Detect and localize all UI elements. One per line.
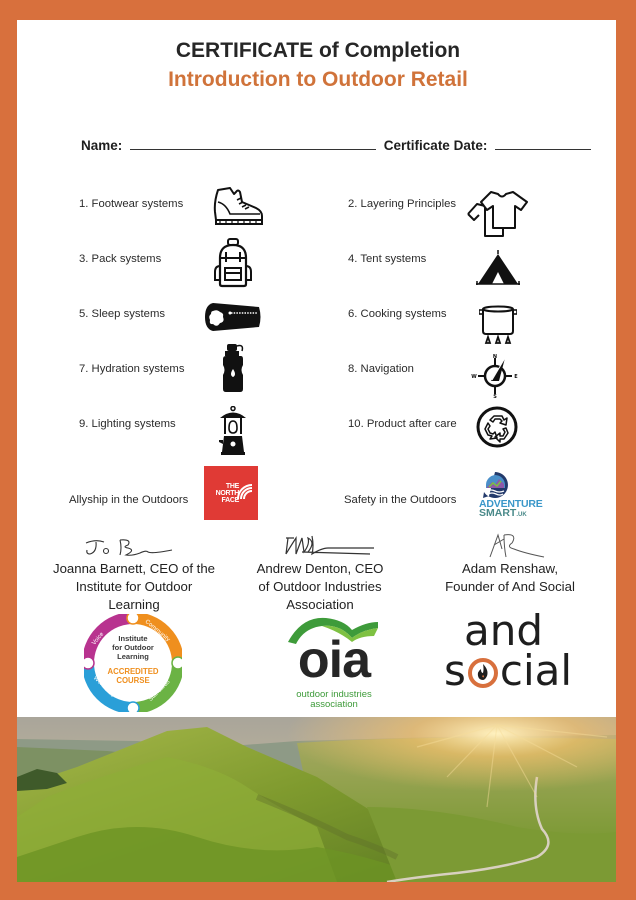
iol-standards: Standards: [147, 679, 172, 703]
and-social-cial: cial: [499, 646, 573, 695]
signatory-line: of Outdoor Industries: [258, 579, 382, 594]
adventure-text: ADVENTURE: [479, 498, 543, 510]
module-cooking: 6. Cooking systems: [348, 308, 447, 320]
signature-andrew-denton: [282, 534, 376, 560]
certificate-date-field[interactable]: [495, 138, 591, 150]
sleeping-bag-icon: [205, 301, 263, 333]
and-social-s: s: [444, 646, 466, 695]
lantern-icon: [218, 406, 248, 456]
signatory-line: Founder of And Social: [445, 579, 575, 594]
uk-suffix: .UK: [516, 512, 527, 518]
signatory-adam-renshaw: [430, 560, 590, 596]
module-navigation: 8. Navigation: [348, 363, 414, 375]
module-lighting: 9. Lighting systems: [79, 418, 176, 430]
signature-joanna-barnett: [82, 536, 178, 558]
certificate-date-label: Certificate Date:: [383, 138, 488, 153]
oia-wordmark: oia: [297, 631, 371, 689]
tnf-face: FACE: [221, 497, 239, 504]
landscape-photo: [17, 717, 616, 882]
certificate-title: CERTIFICATE of Completion: [175, 39, 461, 62]
signatory-line: Association: [286, 597, 354, 612]
signatory-line: Adam Renshaw,: [461, 561, 559, 576]
signatory-line: Joanna Barnett, CEO of the: [52, 561, 215, 576]
signature-adam-renshaw: [484, 531, 548, 561]
iol-ring-icon: [84, 614, 182, 712]
signatory-line: Andrew Denton, CEO: [256, 561, 384, 576]
tent-icon: [476, 250, 520, 288]
oia-sub-line: outdoor industries: [296, 689, 372, 700]
name-field[interactable]: [130, 138, 376, 150]
module-aftercare: 10. Product after care: [348, 418, 457, 430]
iol-accredited-logo: [84, 614, 182, 712]
iol-accredited-text: ACCREDITED: [107, 667, 159, 676]
signatory-andrew-denton: [240, 560, 400, 614]
and-social-and: and: [464, 606, 544, 655]
signatory-line: Learning: [108, 597, 160, 612]
compass-icon: [470, 354, 520, 398]
module-footwear: 1. Footwear systems: [79, 198, 184, 210]
partner-safety-label: Safety in the Outdoors: [344, 494, 457, 506]
svg-text:W: W: [471, 374, 477, 380]
name-date-row: [81, 138, 595, 153]
module-hydration: 7. Hydration systems: [79, 363, 185, 375]
adventure-smart-logo: [478, 470, 552, 520]
iol-line: Institute: [118, 634, 148, 643]
iol-line: for Outdoor: [112, 643, 154, 652]
layered-shirts-icon: [465, 190, 531, 238]
svg-text:E: E: [514, 374, 518, 380]
oia-logo: [282, 614, 386, 714]
course-title: Introduction to Outdoor Retail: [168, 68, 468, 91]
adventure-smart-mark-icon: [480, 470, 510, 500]
svg-text:N: N: [492, 354, 498, 360]
hiking-boot-icon: [212, 186, 266, 228]
signatory-joanna-barnett: [44, 560, 224, 614]
partner-allyship-label: Allyship in the Outdoors: [69, 494, 189, 506]
landscape-illustration: [17, 717, 616, 882]
flame-o-icon: [466, 659, 500, 687]
the-north-face-logo: [204, 466, 258, 520]
signatory-line: Institute for Outdoor: [75, 579, 193, 594]
smart-text: [479, 508, 527, 520]
iol-course-text: COURSE: [116, 676, 150, 685]
name-label: Name:: [81, 138, 123, 153]
recycle-icon: [476, 406, 518, 448]
tnf-the: THE: [225, 483, 239, 490]
iol-workforce: Workforce: [91, 675, 116, 699]
module-tent: 4. Tent systems: [348, 253, 427, 265]
and-social-logo: [444, 606, 588, 700]
module-layering: 2. Layering Principles: [348, 198, 457, 210]
oia-sub-line: association: [310, 699, 358, 710]
water-bottle-icon: [220, 343, 246, 393]
tnf-north: NORTH: [215, 490, 239, 497]
cooking-pot-icon: [479, 303, 517, 345]
svg-text:S: S: [493, 394, 497, 398]
module-sleep: 5. Sleep systems: [79, 308, 166, 320]
smart-word: SMART: [479, 507, 517, 519]
backpack-icon: [213, 238, 253, 288]
module-pack: 3. Pack systems: [79, 253, 162, 265]
iol-voice: Voice: [91, 631, 106, 647]
iol-line: Learning: [117, 652, 149, 661]
iol-community: Community: [143, 618, 171, 644]
